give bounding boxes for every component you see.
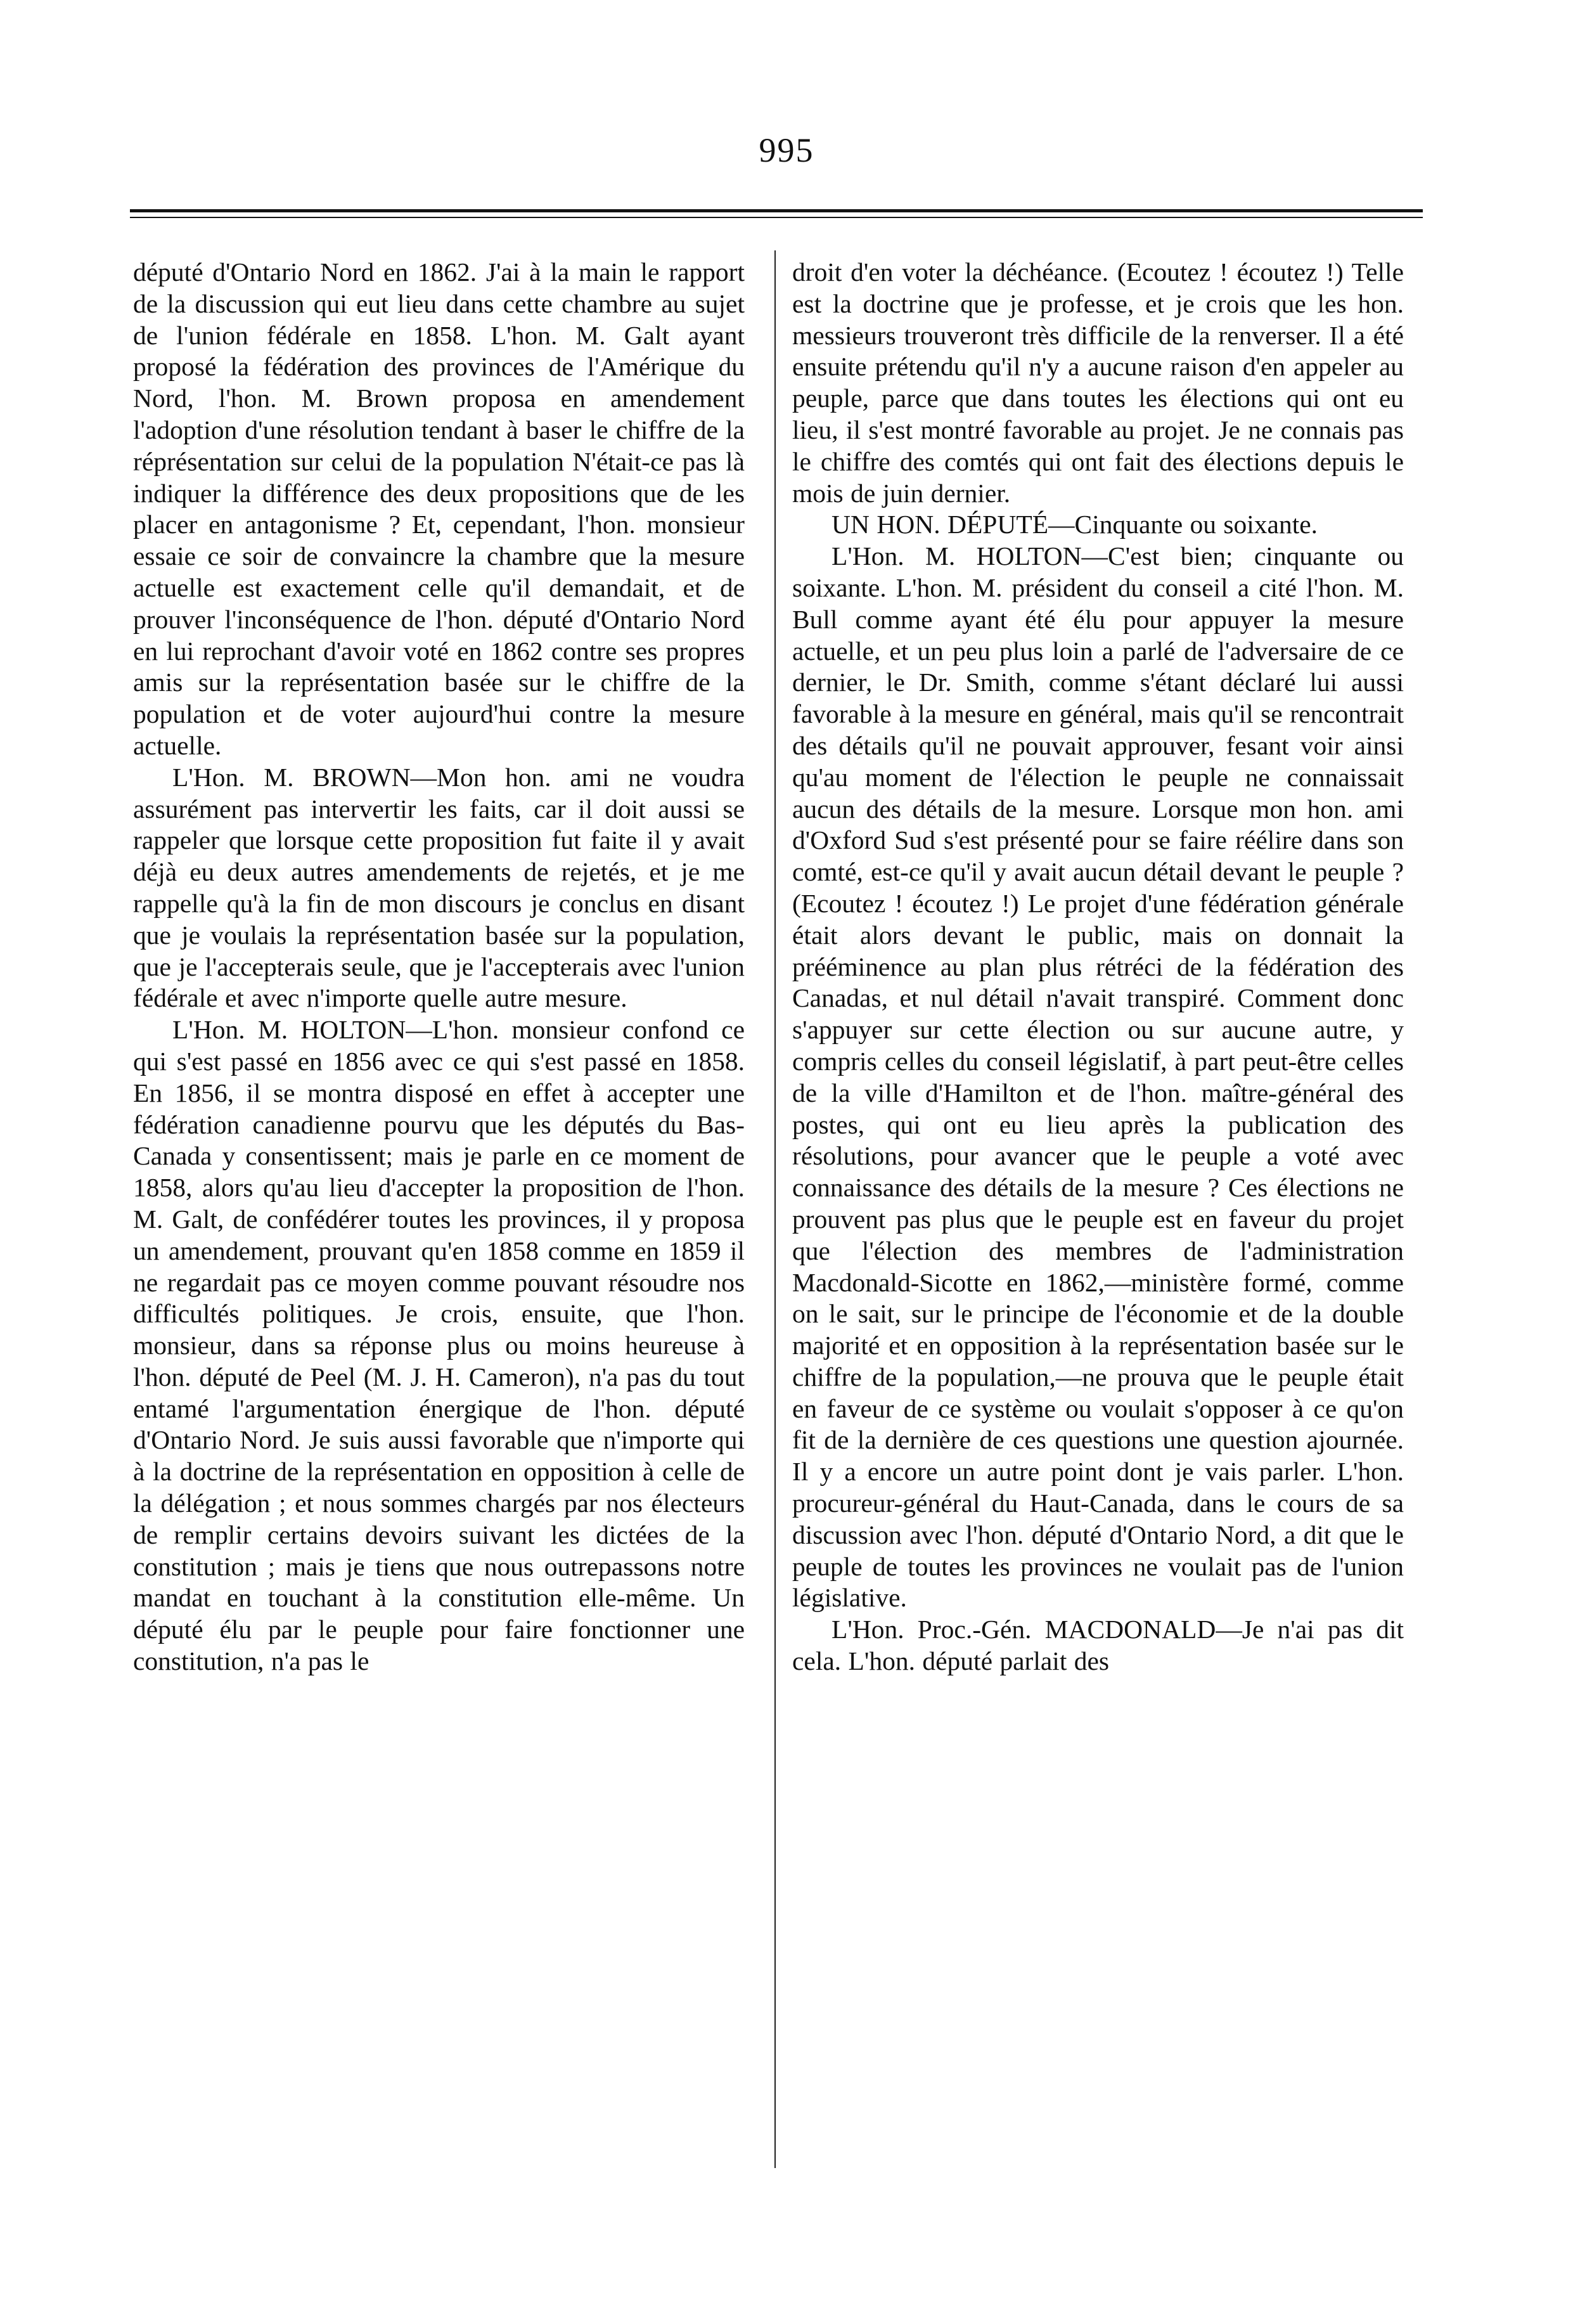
left-paragraph-brown: L'Hon. M. BROWN—Mon hon. ami ne voudra assurément pas intervertir les faits, car il doit aussi se rappeler que lorsque cette proposition fut faite il y avait déjà eu deux autres amendements de rejetés, et je me rappelle qu'à la fin de mon discours je conclus en disant que je voulais la représentation basée sur la population, que je l'accepterais seule, que je l'accepterais avec l'union fédérale et avec n'importe quelle autre mesure. — [133, 762, 745, 1013]
right-column — [792, 257, 1404, 2171]
header-rule-thick — [130, 209, 1423, 212]
page-number: 995 — [759, 131, 814, 169]
right-paragraph-holton: L'Hon. M. HOLTON—C'est bien; cinquante ou soixante. L'hon. M. président du conseil a cité l'hon. M. Bull comme ayant été élu pour appuyer la mesure actuelle, et un peu plus loin a parlé de l'adversaire de ce dernier, le Dr. Smith, comme s'étant déclaré lui aussi favorable à la mesure en général, mais qu'il se rencontrait des détails qu'il ne pouvait approuver, fesant voir ainsi qu'au moment de l'élection le peuple ne connaissait aucun des détails de la mesure. Lorsque mon hon. ami d'Oxford Sud s'est présenté pour se faire réélire dans son comté, est-ce qu'il y avait aucun détail devant le peuple ? (Ecoutez ! écoutez !) Le projet d'une fédération générale était alors devant le public, mais on donnait la prééminence au plan plus rétréci de la fédération des Canadas, et nul détail n'avait transpiré. Comment donc s'appuyer sur cette élection ou sur aucune autre, y compris celles du conseil législatif, à part peut-être celles de la ville d'Hamilton et de l'hon. maître-général des postes, qui ont eu lieu après la publication des résolutions, pour avancer que le peuple a voté avec connaissance des détails de la mesure ? Ces élections ne prouvent pas plus que le peuple est en faveur du projet que l'élection des membres de l'administration Macdonald-Sicotte en 1862,—ministère formé, comme on le sait, sur le principe de l'économie et de la double majorité et en opposition à la représentation basée sur le chiffre de la population,—ne prouva que le peuple était en faveur de ce système ou voulait s'opposer à ce qu'on fit de la dernière de ces questions une question ajournée. Il y a encore un autre point dont je vais parler. L'hon. procureur-général du Haut-Canada, dans le cours de sa discussion avec l'hon. député d'Ontario Nord, a dit que le peuple de toutes les provinces ne voulait pas de l'union législative. — [792, 541, 1404, 1613]
column-divider — [774, 250, 776, 2168]
left-column — [133, 257, 745, 2171]
left-paragraph-continuation: député d'Ontario Nord en 1862. J'ai à la main le rapport de la discussion qui eut lieu dans cette chambre au sujet de l'union fédérale en 1858. L'hon. M. Galt ayant proposé la fédération des provinces de l'Amérique du Nord, l'hon. M. Brown proposa en amendement l'adoption d'une résolution tendant à baser le chiffre de la réprésentation sur celui de la population N'était-ce pas là indiquer la différence des deux propositions que de les placer en antagonisme ? Et, cependant, l'hon. monsieur essaie ce soir de convaincre la chambre que la mesure actuelle est exactement celle qu'il demandait, et de prouver l'inconséquence de l'hon. député d'Ontario Nord en lui reprochant d'avoir voté en 1862 contre ses propres amis sur la représentation basée sur le chiffre de la population et de voter aujourd'hui contre la mesure actuelle. — [133, 257, 745, 760]
left-paragraph-holton: L'Hon. M. HOLTON—L'hon. monsieur confond ce qui s'est passé en 1856 avec ce qui s'est passé en 1858. En 1856, il se montra disposé en effet à accepter une fédération canadienne pourvu que les députés du Bas-Canada y consentissent; mais je parle en ce moment de 1858, alors qu'au lieu d'accepter la proposition de l'hon. M. Galt, de confédérer toutes les provinces, il y proposa un amendement, prouvant qu'en 1858 comme en 1859 il ne regardait pas ce moyen comme pouvant résoudre nos difficultés politiques. Je crois, ensuite, que l'hon. monsieur, dans sa réponse plus ou moins heureuse à l'hon. député de Peel (M. J. H. Cameron), n'a pas du tout entamé l'argumentation énergique de l'hon. député d'Ontario Nord. Je suis aussi favorable que n'importe qui à la doctrine de la représentation en opposition à celle de la délégation ; et nous sommes chargés par nos électeurs de remplir certains devoirs suivant les dictées de la constitution ; mais je tiens que nous outrepassons notre mandat en touchant à la constitution elle-même. Un député élu par le peuple pour faire fonctionner une constitution, n'a pas le — [133, 1015, 745, 1676]
right-paragraph-continuation: droit d'en voter la déchéance. (Ecoutez ! écoutez !) Telle est la doctrine que je professe, et je crois que les hon. messieurs trouveront très difficile de la renverser. Il a été ensuite prétendu qu'il n'y a aucune raison d'en appeler au peuple, parce que dans toutes les élections qui ont eu lieu, il s'est montré favorable au projet. Je ne connais pas le chiffre des comtés qui ont fait des élections depuis le mois de juin dernier. — [792, 257, 1404, 508]
right-paragraph-macdonald: L'Hon. Proc.-Gén. MACDONALD—Je n'ai pas dit cela. L'hon. député parlait des — [792, 1615, 1404, 1676]
right-paragraph-un-hon-depute: UN HON. DÉPUTÉ—Cinquante ou soixante. — [831, 510, 1318, 539]
header-rule-thin — [130, 217, 1423, 218]
